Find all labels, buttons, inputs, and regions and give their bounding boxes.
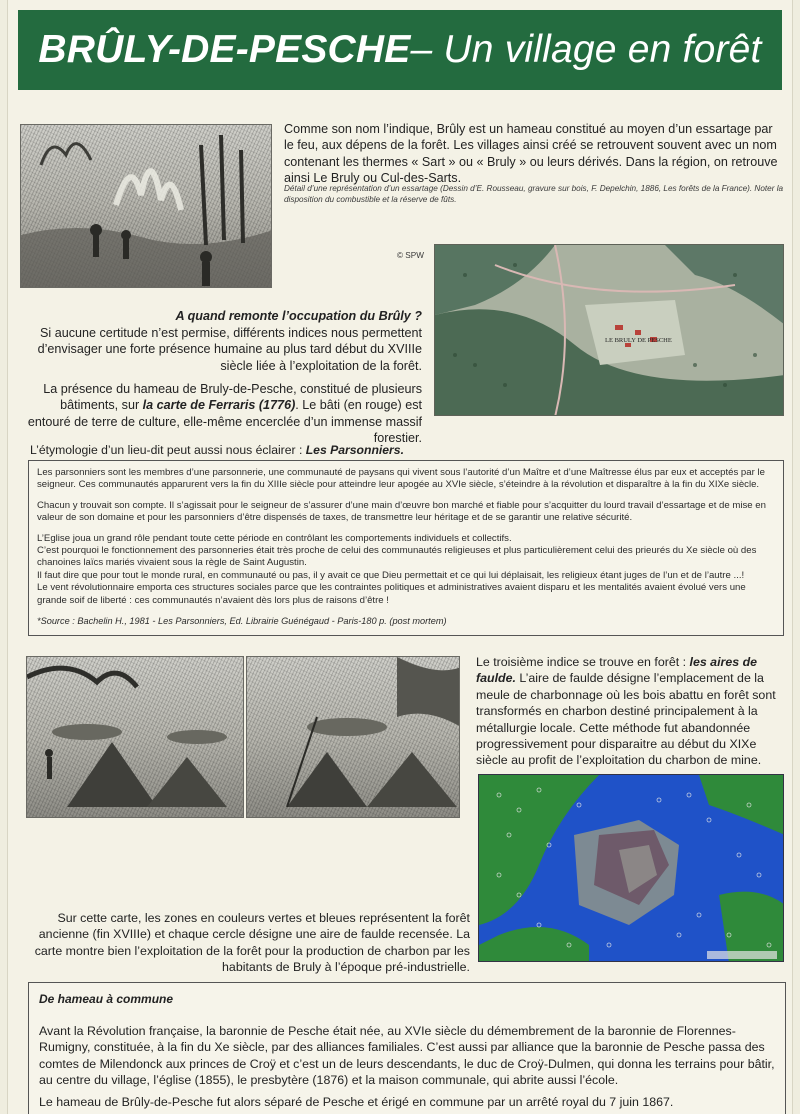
charcoal-engraving-right	[246, 656, 460, 818]
faulde-lead: Le troisième indice se trouve en forêt :	[476, 655, 690, 669]
intro-text: Comme son nom l’indique, Brûly est un hameau constitué au moyen d’un essartage par le feu, aux dépens de la forêt. Les villages ainsi créé se retrouvent souvent avec un nom contenant les thermes « Sart » ou « Bruly » ou leurs dérivés. Dans la région, on retrouve ainsi Le Bruly ou Cul-des-Sarts.	[284, 122, 778, 186]
parsonniers-source: *Source : Bachelin H., 1981 - Les Parsonniers, Ed. Librairie Guénégaud - Paris-180 p. (post mortem)	[37, 616, 447, 627]
parsonniers-paragraph: Chacun y trouvait son compte. Il s’agissait pour le seigneur de s’assurer d’une main d’œuvre bon marché et fiable pour s’acquitter du lourd travail d’essartage et de mise en valeur de son domaine et pour les parsonniers d’être dispensés de taxes, de transmettre leur héritage et de se garantir une relative sécurité.	[37, 499, 766, 524]
etymology-lead-text: L’étymologie d’un lieu-dit peut aussi nous éclairer :	[30, 443, 306, 457]
faulde-text	[476, 654, 784, 769]
title-rest: – Un village en forêt	[410, 28, 762, 71]
charcoal-engraving-left	[26, 656, 244, 818]
commune-text: Avant la Révolution française, la baronnie de Pesche était née, au XVIe siècle du démembrement de la baronnie de Florennes-Rumigny, constituée, à la fin du Xe siècle, par des alliances familiales. C’est aussi par alliance que la baronnie de Pesche passa des comtes de Milendonck aux princes de Croÿ et c’est un de leurs descendants, le duc de Croÿ-Dulmen, qui donna les terrains pour bâtir, au centre du village, l’église (1855), le presbytère (1876) et la maison communale, qui abrite aussi l’école.	[39, 1024, 775, 1088]
parsonniers-paragraph: Il faut dire que pour tout le monde rural, en communauté ou pas, il y avait ce que Dieu permettait et ce qui lui déplaisait, les religieux étant juges de l’un et de l’autre ...!	[37, 569, 745, 581]
parsonniers-paragraph: L’Eglise joua un grand rôle pendant toute cette période en contrôlant les comportements individuels et collectifs.	[37, 532, 512, 544]
commune-text-2: Le hameau de Brûly-de-Pesche fut alors séparé de Pesche et érigé en commune par un arrêté royal du 7 juin 1867.	[39, 1095, 674, 1109]
occupation-text: Si aucune certitude n’est permise, différents indices nous permettent d’envisager une forte présence humaine au plus tard début du XVIIIe siècle liée à l’exploitation de la forêt.	[37, 326, 422, 373]
parsonniers-text	[37, 467, 775, 627]
commune-title: De hameau à commune	[39, 992, 174, 1006]
parsonniers-paragraph: Le vent révolutionnaire emporta ces structures sociales parce que les contraintes politiques et administratives avaient disparu et les mentalités avaient évolué vers une grande soif de liberté : ces communautés n’avaient dès lors plus de raisons d’être !	[37, 582, 746, 606]
ferraris-map-image	[434, 244, 784, 416]
ferraris-map-ref: la carte de Ferraris (1776)	[142, 398, 296, 413]
faulde-map-image	[478, 774, 784, 962]
etymology-lead-bold: Les Parsonniers.	[305, 443, 404, 457]
parsonniers-box	[28, 460, 784, 636]
occupation-heading: A quand remonte l’occupation du Brûly ?	[175, 309, 422, 323]
title-banner	[18, 10, 782, 90]
commune-box	[28, 982, 786, 1114]
parsonniers-paragraph: C’est pourquoi le fonctionnement des parsonneries était très proche de celui des communautés religieuses et plus particulièrement celui des prieurés du Xe siècle où des chanoines laïcs mariés vivaient sous la règle de Saint Augustin.	[37, 545, 757, 569]
faulde-body: L’aire de faulde désigne l’emplacement de la meule de charbonnage où les bois abattu en forêt sont transformés en charbon destiné principalement à la métallurgie locale. Cette méthode fut abandonnée progressivement pour disparaitre au début du XIXe siècle au profit de l’exploitation du charbon de mine.	[476, 671, 776, 768]
faulde-map-text: Sur cette carte, les zones en couleurs vertes et bleues représentent la forêt ancienne (fin XVIIIe) et chaque cercle désigne une aire de faulde recensée. La carte montre bien l’exploitation de la forêt pour la production de charbon par les habitants de Bruly à l’époque pré-industrielle.	[34, 911, 470, 975]
parsonniers-paragraph: Les parsonniers sont les membres d’une parsonnerie, une communauté de paysans qui vivent sous l’autorité d’un Maître et d’une Maîtresse élus par eux et acceptés par le seigneur. Ces communautés apparurent vers la fin du XIIIe siècle pour atteindre leur apogée au XVIe siècle, s’éteindre à la révolution et disparaître à la fin du XIXe siècle.	[37, 467, 765, 491]
engraving-caption: Détail d’une représentation d’un essartage (Dessin d’E. Rousseau, gravure sur bois, F. Depelchin, 1886, Les forêts de la France). Noter la disposition du combustible et la réserve de fûts.	[284, 184, 784, 204]
map-credit: © SPW	[397, 251, 424, 260]
ferraris-text-a: La présence du hameau de Bruly-de-Pesche, constitué de plusieurs bâtiments, sur	[43, 382, 422, 413]
ferraris-text-b: . Le bâti (en rouge) est entouré de terre de culture, elle-même encerclée d’un immense massif forestier.	[27, 398, 422, 446]
title-bold: BRÛLY-DE-PESCHE	[38, 28, 411, 71]
faulde-lead-bold: les aires de faulde.	[476, 655, 758, 686]
map-village-label: LE BRULY DE PESCHE	[605, 337, 672, 344]
essartage-engraving-image	[20, 124, 272, 288]
ferraris-text	[20, 381, 422, 447]
etymology-lead	[30, 442, 770, 458]
